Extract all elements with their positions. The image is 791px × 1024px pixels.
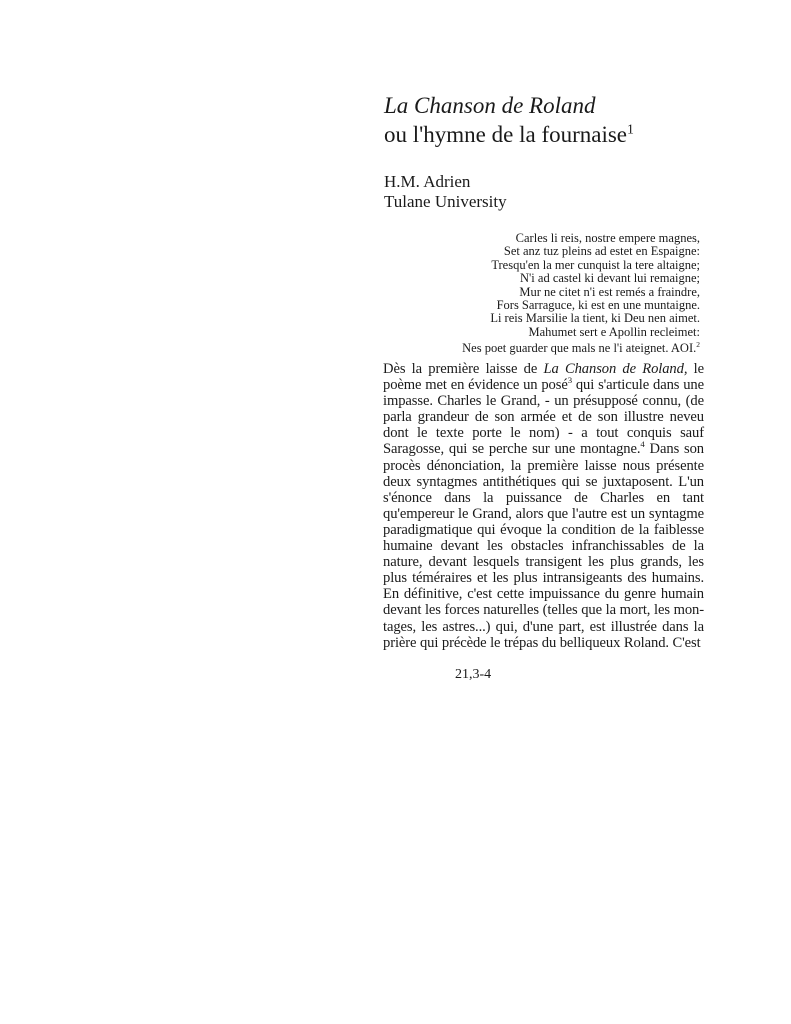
article-title: La Chanson de Roland (384, 93, 596, 118)
subtitle-text: ou l'hymne de la fournaise (384, 122, 628, 147)
verse-line: Mur ne citet n'i est remés a fraindre, (519, 284, 700, 299)
body-intro: Dès la première laisse de (383, 361, 544, 377)
author-affiliation: Tulane University (384, 192, 507, 211)
verse-line: Tresqu'en la mer cunquist la tere altaigne; (491, 257, 700, 272)
verse-line-final (430, 342, 700, 355)
verse-line-final-text: Nes poet guarder que mals ne l'i ateignet. AOI. (462, 341, 697, 356)
body-italic-title: La Chanson de Roland, (543, 361, 688, 377)
author-name: H.M. Adrien (384, 172, 471, 191)
page-number: 21,3-4 (455, 667, 492, 682)
verse-line: N'i ad castel ki devant lui remaigne; (520, 271, 700, 286)
body-part-1: le poème met en évidence un posé (383, 361, 704, 394)
body-part-2: qui s'articule dans une impasse. Charles le Grand, - un présupposé connu, (de parla grandeur de son armée et de son illustre neveu dont le texte porte le nom) - a tout conquis sauf Saragosse, qui se perche sur une montagne. (383, 377, 704, 458)
epigraph-verse (430, 232, 700, 356)
footnote-marker-4: 4 (640, 439, 645, 450)
footnote-marker-1: 1 (627, 121, 634, 137)
body-part-3: Dans son procès dénonciation, la première laisse nous présente deux syntagmes antithétiques qui se juxtaposent. L'un s'énonce dans la puissance de Charles en tant qu'empereur le Grand, alors que l'autre est un syntagme paradigmatique qui évoque la condition de la faiblesse humaine devant les obstacles infranchissables de la nature, devant lesquels transigent les plus grands, les plus téméraires et les plus intransigeants des humains. En définitive, c'est cette impuissance du genre humain devant les forces naturelles (telles que la mort, les mon- tages, les astres...) qui, d'une part, est illustrée dans la prière qui précède le trépas du belliqueux Roland. C'est (383, 441, 704, 651)
verse-line: Set anz tuz pleins ad estet en Espaigne: (503, 244, 700, 259)
verse-line: Mahumet sert e Apollin recleimet: (528, 324, 700, 339)
body-paragraph (383, 361, 704, 651)
verse-line: Fors Sarraguce, ki est en une muntaigne. (496, 298, 700, 313)
footnote-marker-2: 2 (696, 340, 700, 350)
verse-line: Li reis Marsilie la tient, ki Deu nen aimet. (490, 311, 700, 326)
footnote-marker-3: 3 (567, 375, 572, 386)
article-subtitle (384, 121, 634, 149)
verse-line: Carles li reis, nostre empere magnes, (515, 231, 700, 245)
